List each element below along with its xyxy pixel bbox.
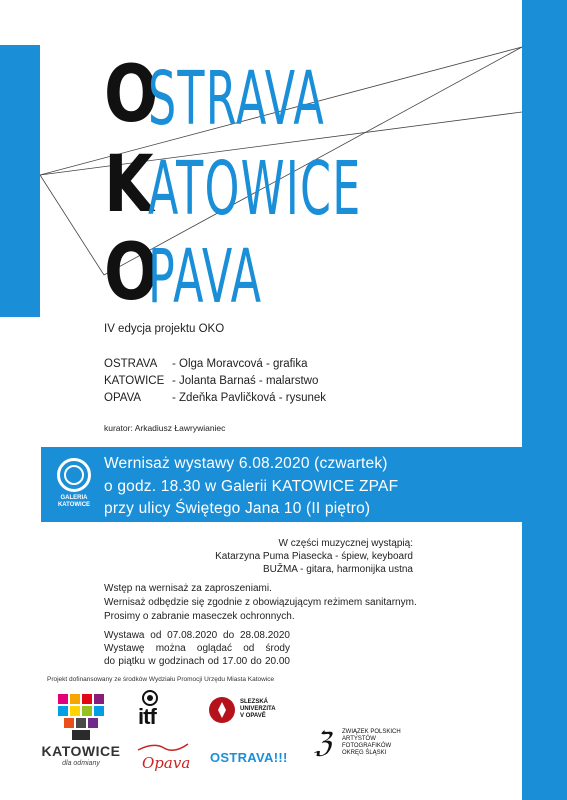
artist-row bbox=[104, 375, 318, 387]
artist-info: - Zdeňka Pavličková - rysunek bbox=[172, 392, 327, 404]
dates-line: do piątku w godzinach od 17.00 do 20.00 bbox=[104, 656, 290, 667]
title-initial-k: K bbox=[104, 140, 154, 230]
edition-text: IV edycja projektu OKO bbox=[104, 323, 225, 335]
opava-logo-text: Opava bbox=[142, 754, 191, 772]
opening-line: przy ulicy Świętego Jana 10 (II piętro) bbox=[104, 500, 371, 517]
katowice-city-logo bbox=[38, 692, 124, 782]
entry-line: Wstęp na wernisaż za zaproszeniami. bbox=[104, 583, 272, 594]
title-row-opava bbox=[104, 228, 338, 320]
opening-line: Wernisaż wystawy 6.08.2020 (czwartek) bbox=[104, 455, 388, 472]
silesian-university-logo bbox=[208, 696, 298, 726]
artist-info: - Olga Moravcová - grafika bbox=[172, 358, 308, 370]
music-line: W części muzycznej wystąpią: bbox=[278, 538, 413, 549]
itf-logo bbox=[138, 690, 182, 730]
silesian-line: V OPAVĚ bbox=[240, 713, 266, 719]
silesian-line: UNIVERZITA bbox=[240, 706, 276, 712]
galeria-katowice-logo bbox=[52, 458, 96, 518]
artist-info: - Jolanta Barnaś - malarstwo bbox=[172, 375, 319, 387]
entry-line: Wernisaż odbędzie się zgodnie z obowiązującym reżimem sanitarnym. bbox=[104, 597, 417, 608]
opava-city-logo bbox=[134, 740, 192, 780]
ostrava-logo: OSTRAVA!!! bbox=[210, 750, 288, 765]
katowice-mosaic-icon bbox=[38, 692, 124, 744]
katowice-logo-name: KATOWICE bbox=[41, 743, 121, 759]
music-line: Katarzyna Puma Piasecka - śpiew, keyboard bbox=[215, 551, 413, 562]
silesian-line: SLEZSKÁ bbox=[240, 699, 269, 705]
katowice-logo-slogan: dla odmiany bbox=[62, 760, 100, 767]
opening-line: o godz. 18.30 w Galerii KATOWICE ZPAF bbox=[104, 478, 399, 495]
artist-city: OSTRAVA bbox=[104, 358, 158, 370]
title-rest-katowice: ATOWICE bbox=[148, 146, 362, 232]
university-seal-icon bbox=[208, 696, 236, 724]
title-row-ostrava bbox=[104, 50, 443, 142]
music-line: BUŽMA - gitara, harmonijka ustna bbox=[262, 564, 413, 575]
artist-row bbox=[104, 392, 326, 404]
zpaf-logo-text: ZWIĄZEK POLSKICH ARTYSTÓW FOTOGRAFIKÓW OKRĘG ŚLĄSKI bbox=[342, 729, 401, 756]
artist-city: KATOWICE bbox=[104, 375, 165, 387]
silesian-logo-text bbox=[240, 699, 276, 720]
galeria-ring-icon bbox=[57, 458, 91, 492]
zpaf-logo bbox=[314, 726, 434, 770]
title-rest-opava: PAVA bbox=[148, 234, 263, 320]
itf-logo-text: itf bbox=[138, 704, 156, 729]
title-initial-o2: O bbox=[104, 228, 159, 318]
artist-city: OPAVA bbox=[104, 392, 142, 404]
title-rest-ostrava: STRAVA bbox=[148, 56, 325, 142]
title-initial-o: O bbox=[104, 50, 159, 140]
title-row-katowice bbox=[104, 140, 504, 232]
entry-line: Prosimy o zabranie maseczek ochronnych. bbox=[104, 611, 295, 622]
dates-line: Wystawa od 07.08.2020 do 28.08.2020 bbox=[104, 630, 290, 641]
galeria-logo-text: GALERIA KATOWICE bbox=[57, 495, 91, 508]
zpaf-monogram: ℨ bbox=[314, 726, 332, 759]
funding-note: Projekt dofinansowany ze środków Wydziału Promocji Urzędu Miasta Katowice bbox=[47, 676, 275, 683]
dates-line: Wystawę można oglądać od środy bbox=[104, 643, 290, 654]
curator-text: kurator: Arkadiusz Ławrywianiec bbox=[104, 423, 226, 433]
artist-row bbox=[104, 358, 308, 370]
